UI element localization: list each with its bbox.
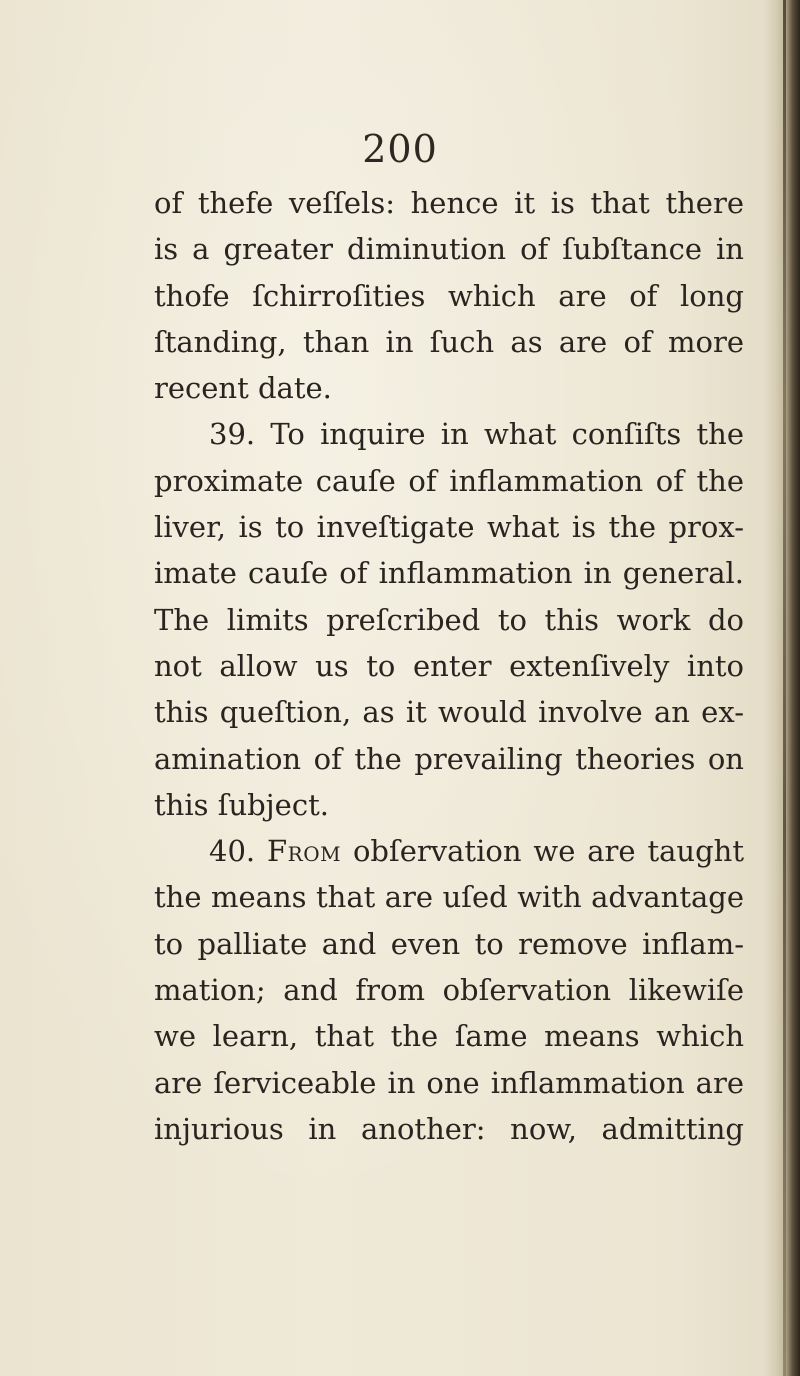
page-edge xyxy=(764,0,800,1376)
page-number: 200 xyxy=(362,127,438,171)
text-line: ſtanding, than in ſuch as are of more xyxy=(154,324,744,359)
text-span: obſervation we are taught xyxy=(341,834,744,869)
text-line: proximate cauſe of inflammation of the xyxy=(154,463,744,498)
text-line: the means that are uſed with advantage xyxy=(154,880,744,915)
body-text xyxy=(154,180,744,1152)
small-caps-word: From xyxy=(267,834,342,869)
text-line: this queſtion, as it would involve an ex- xyxy=(154,695,744,730)
paragraph-39-start: 39. To inquire in what conſiſts the xyxy=(209,417,744,452)
text-line: not allow us to enter extenſively into xyxy=(154,648,744,683)
text-line: mation; and from obſervation likewiſe xyxy=(154,973,744,1008)
binding-shadow xyxy=(783,0,786,1376)
text-line: this ſubject. xyxy=(154,787,329,822)
text-line: we learn, that the ſame means which xyxy=(154,1019,744,1054)
text-line: thofe ſchirroſities which are of long xyxy=(154,278,744,313)
text-line: of thefe veſſels: hence it is that there xyxy=(154,186,744,220)
text-line: are ſerviceable in one inflammation are xyxy=(154,1065,744,1100)
text-line: imate cauſe of inflammation in general. xyxy=(154,556,744,591)
text-line: recent date. xyxy=(154,371,332,406)
text-line: to palliate and even to remove inflam- xyxy=(154,926,744,961)
paragraph-number: 40. xyxy=(209,834,268,869)
text-line: is a greater diminution of ſubſtance in xyxy=(154,232,744,267)
text-line: injurious in another: now, admitting xyxy=(154,1111,744,1146)
paragraph-40-start xyxy=(154,828,744,874)
text-line: amination of the prevailing theories on xyxy=(154,741,744,776)
text-line: liver, is to inveſtigate what is the prox- xyxy=(154,510,744,545)
text-line: The limits preſcribed to this work do xyxy=(154,602,744,637)
